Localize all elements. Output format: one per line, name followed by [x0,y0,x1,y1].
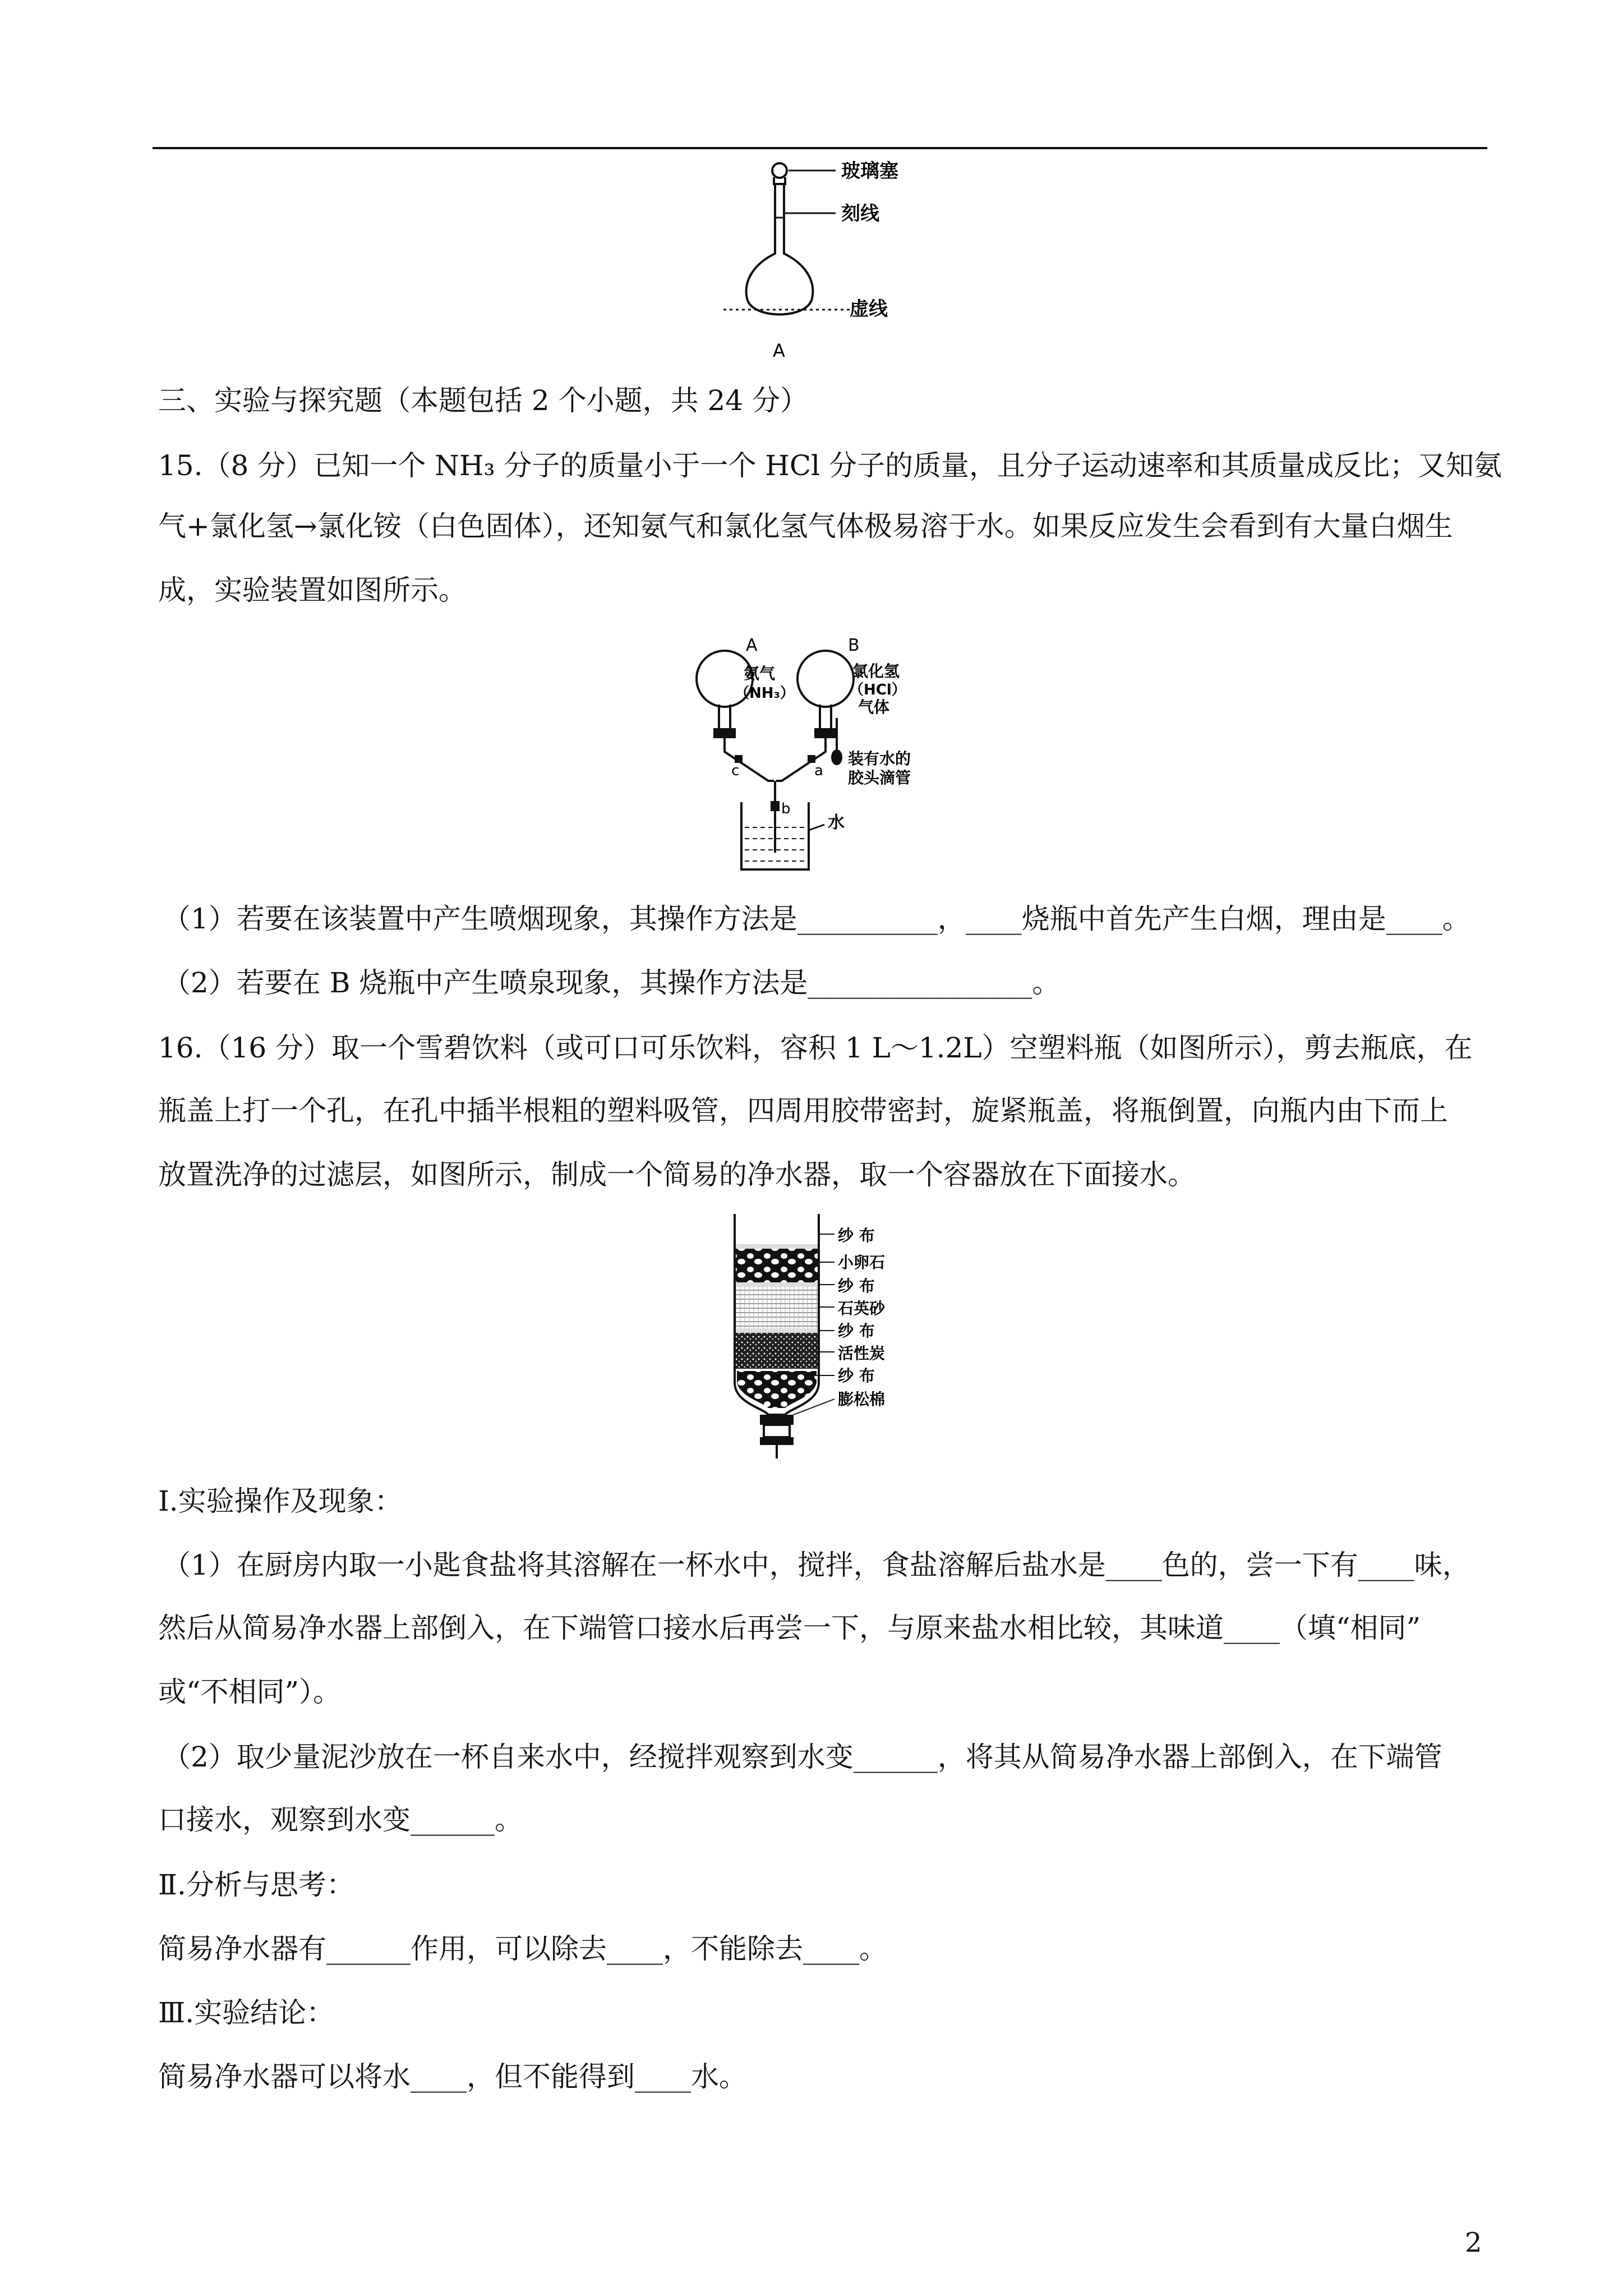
q16-line-2: 瓶盖上打一个孔，在孔中插半根粗的塑料吸管，四周用胶带密封，旋紧瓶盖，将瓶倒置，向瓶内由下而上 [158,1094,1448,1127]
q15-line-2: 气+氯化氢→氯化铵（白色固体），还知氨气和氯化氢气体极易溶于水。如果反应发生会看到有大量白烟生 [158,510,1453,542]
filter-label-gauze-4: 纱 布 [838,1366,875,1385]
flask-label-mark: 刻线 [841,203,879,225]
part-2-title: Ⅱ.分析与思考： [158,1869,354,1901]
part-1-sub-1-line-3: 或“不相同”）。 [158,1676,342,1708]
hcl-label-1: 氯化氢 [852,662,900,680]
hcl-label-3: 气体 [858,698,890,716]
ammonia-hcl-apparatus-figure [690,634,948,875]
carbon-layer [736,1333,818,1369]
water-label: 水 [828,813,845,832]
part-1-sub-2-line-1: （2）取少量泥沙放在一杯自来水中，经搅拌观察到水变______，将其从简易净水器上部倒入，在下端管 [163,1741,1442,1773]
hcl-label-2: （HCl） [849,682,906,698]
apparatus-label-b-flask: B [848,636,860,655]
q16-line-1: 16.（16 分）取一个雪碧饮料（或可口可乐饮料，容积 1 L～1.2L）空塑料瓶（如图所示），剪去瓶底，在 [158,1032,1473,1064]
filter-label-cotton: 膨松棉 [838,1390,886,1409]
part-3-line: 简易净水器可以将水____，但不能得到____水。 [158,2060,747,2093]
apparatus-label-a-flask: A [746,636,758,655]
water-filter-figure [729,1212,965,1458]
flask-label-stopper: 玻璃塞 [841,160,898,182]
dropper-label-2: 胶头滴管 [848,769,911,787]
part-1-sub-1-line-1: （1）在厨房内取一小匙食盐将其溶解在一杯水中，搅拌，食盐溶解后盐水是____色的，尝一下有____味， [163,1549,1470,1581]
part-3-title: Ⅲ.实验结论： [158,1996,335,2029]
part-1-title: Ⅰ.实验操作及现象： [158,1485,403,1517]
valve-label-b: b [781,800,791,817]
q16-line-3: 放置洗净的过滤层，如图所示，制成一个简易的净水器，取一个容器放在下面接水。 [158,1158,1196,1191]
dropper-bulb [832,751,841,764]
header-rule [153,147,1487,149]
quartz-sand-layer [736,1287,818,1328]
dropper-label-1: 装有水的 [848,749,911,768]
part-1-sub-1-line-2: 然后从简易净水器上部倒入，在下端管口接水后再尝一下，与原来盐水相比较，其味道____（填“相同” [158,1612,1421,1644]
filter-label-pebbles: 小卵石 [838,1253,886,1272]
filter-label-gauze-1: 纱 布 [838,1226,875,1245]
q15-sub-2: （2）若要在 B 烧瓶中产生喷泉现象，其操作方法是________________。 [163,967,1061,999]
filter-label-gauze-3: 纱 布 [838,1322,875,1340]
flask-b [797,651,854,707]
volumetric-flask-icon [746,163,813,315]
part-1-sub-2-line-2: 口接水，观察到水变______。 [158,1803,523,1836]
part-2-line: 简易净水器有______作用，可以除去____，不能除去____。 [158,1932,887,1965]
q15-line-3: 成，实验装置如图所示。 [158,574,467,606]
valve-label-c: c [731,762,740,779]
filter-label-gauze-2: 纱 布 [838,1277,875,1295]
nh3-label-2: （NH₃） [735,685,795,702]
page-number: 2 [1465,2227,1482,2258]
volumetric-flask-figure [723,151,959,365]
filter-label-carbon: 活性炭 [838,1344,886,1363]
nh3-label-1: 氨气 [744,664,776,683]
valve-label-a: a [814,762,823,779]
filter-bottle [735,1214,819,1458]
pebble-layer [736,1249,818,1282]
q15-line-1: 15.（8 分）已知一个 NH₃ 分子的质量小于一个 HCl 分子的质量，且分子运动速率和其质量成反比；又知氨 [158,449,1502,482]
filter-label-quartz: 石英砂 [838,1299,886,1318]
section-3-title: 三、实验与探究题（本题包括 2 个小题，共 24 分） [158,384,809,417]
q15-sub-1: （1）若要在该装置中产生喷烟现象，其操作方法是__________，____烧瓶中首先产生白烟，理由是____。 [163,903,1470,935]
flask-caption: A [773,340,785,361]
flask-label-dashed: 虚线 [850,298,888,320]
